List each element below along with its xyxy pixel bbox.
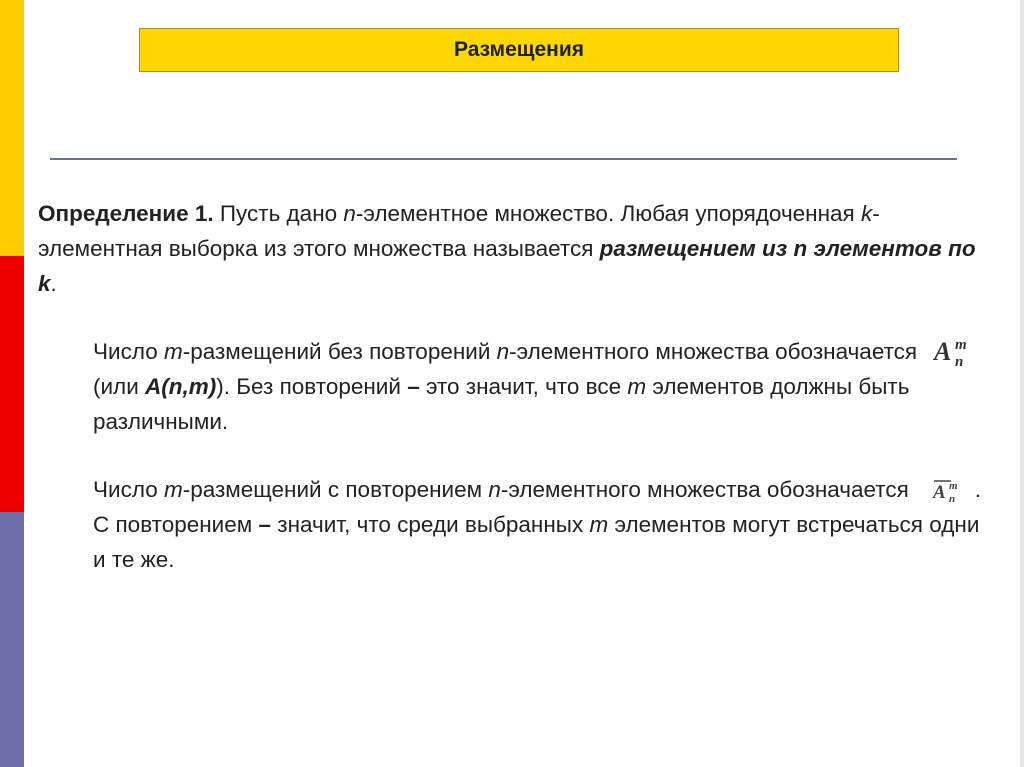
definition-label: Определение 1.: [38, 201, 214, 226]
svg-text:n: n: [955, 354, 964, 370]
with-repetition-paragraph: Число m-размещений с повторением n-элементного множества обозначается A m n . С повторением – значит, что среди выбранных m элементов могут встречаться одни и те же.: [93, 477, 982, 573]
divider-line: [50, 158, 957, 160]
svg-text:A: A: [932, 482, 946, 504]
side-stripe-red: [0, 256, 24, 512]
definition-term: размещением из n элементов по k: [38, 236, 976, 296]
no-repetition-paragraph: Число m-размещений без повторений n-элементного множества обозначается A m n (или A(n,m)). Без повторений – это значит, что все m элементов должны быть различными.: [38, 334, 998, 439]
svg-text:m: m: [955, 337, 967, 354]
slide-content: [38, 196, 998, 577]
svg-text:m: m: [948, 480, 958, 493]
definition-paragraph: Определение 1. Пусть дано n-элементное множество. Любая упорядоченная k-элементная выборка из этого множества называется размещением из n элементов по k.: [38, 201, 976, 296]
svg-text:A: A: [934, 337, 952, 367]
a-n-m-notation: A(n,m): [145, 374, 217, 400]
a-bar-n-m-formula-icon: [931, 477, 969, 505]
right-edge: [1020, 0, 1024, 767]
slide-title: Размещения: [139, 28, 899, 72]
side-stripe-yellow: [0, 0, 24, 256]
a-n-m-formula-icon: [933, 337, 979, 369]
svg-text:n: n: [948, 493, 955, 506]
side-stripe-blue: [0, 512, 24, 767]
